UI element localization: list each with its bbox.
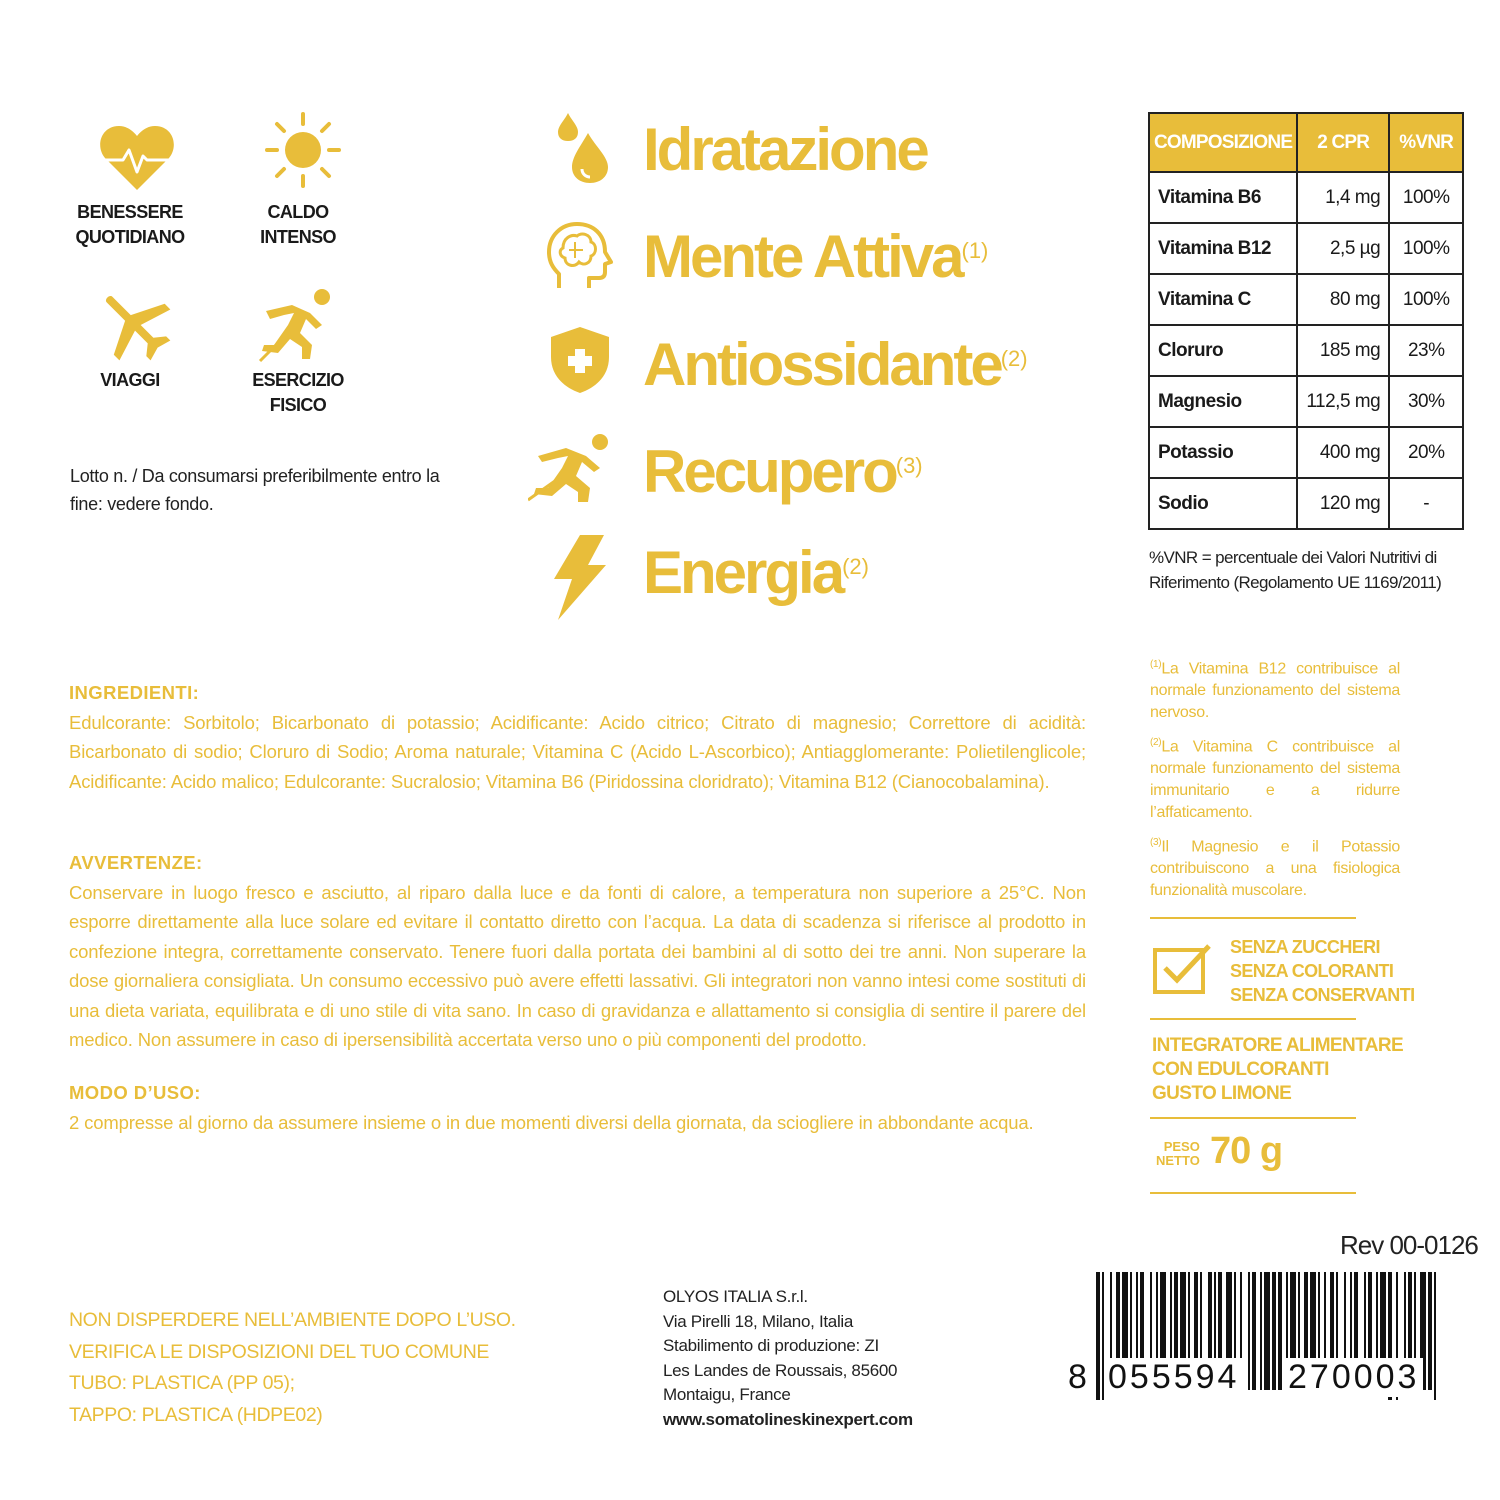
heart-pulse-icon xyxy=(97,118,177,198)
lot-info: Lotto n. / Da consumarsi preferibilmente entro la fine: vedere fondo. xyxy=(70,466,440,514)
usage-label-caldo: CALDO INTENSO xyxy=(260,202,336,247)
vnr-note: %VNR = percentuale dei Valori Nutritivi di Riferimento (Regolamento UE 1169/2011) xyxy=(1149,548,1442,592)
col-header: 2 CPR xyxy=(1297,113,1389,172)
footnote-2: $^{(2)}$La Vitamina C contribuisce al normale funzionamento del sistema immunitario e a ridurre l’affaticamento. xyxy=(1150,737,1400,822)
usage-label-benessere: BENESSERE QUOTIDIANO xyxy=(75,202,185,247)
lightning-icon xyxy=(550,535,610,620)
barcode-number: 8 055594 270003 xyxy=(1068,1358,1452,1398)
checkbox-icon xyxy=(1153,942,1213,996)
net-weight-label: PESO NETTO xyxy=(1156,1139,1200,1168)
table-row: Vitamina B12 2,5 µg 100% xyxy=(1149,223,1463,274)
revision-code: Rev 00-0126 xyxy=(1340,1230,1478,1260)
col-header: COMPOSIZIONE xyxy=(1149,113,1297,172)
brain-head-icon xyxy=(545,222,615,292)
usage-section: MODO D’USO: 2 compresse al giorno da assumere insieme o in due momenti diversi della giornata, da sciogliere in abbondante acqua. xyxy=(69,1082,1034,1133)
ingredients-section: INGREDIENTI: Edulcorante: Sorbitolo; Bicarbonato di potassio; Acidificante: Acido citrico; Citrato di magnesio; Correttore di acidità: Bicarbonato di sodio; Cloruro di Sodio; Aroma naturale; Vitamina C (Acido L-Ascorbico); Antiagglomerante: Polietilenglicole; Acidificante: Acido malico; Edulcorante: Sucralosio; Vitamina B6 (Piridossina cloridrato); Vitamina B12 (Cianocobalamina). xyxy=(69,682,1086,792)
table-row: Magnesio 112,5 mg 30% xyxy=(1149,376,1463,427)
table-row: Cloruro 185 mg 23% xyxy=(1149,325,1463,376)
table-row: Vitamina B6 1,4 mg 100% xyxy=(1149,172,1463,223)
website-link[interactable]: www.somatolineskinexpert.com xyxy=(663,1409,913,1429)
usage-text: 2 compresse al giorno da assumere insieme o in due momenti diversi della giornata, da sciogliere in abbondante acqua. xyxy=(69,1111,1034,1133)
col-header: %VNR xyxy=(1389,113,1463,172)
usage-label-viaggi: VIAGGI xyxy=(100,370,160,390)
usage-title: MODO D’USO xyxy=(69,1082,195,1103)
divider xyxy=(1150,917,1356,919)
product-type: INTEGRATORE ALIMENTARE CON EDULCORANTI GUSTO LIMONE xyxy=(1152,1035,1404,1104)
table-row: Potassio 400 mg 20% xyxy=(1149,427,1463,478)
benefit-idratazione: Idratazione xyxy=(643,116,927,183)
warnings-title: AVVERTENZE xyxy=(69,852,197,873)
table-row: Sodio 120 mg - xyxy=(1149,478,1463,529)
warnings-text: Conservare in luogo fresco e asciutto, al riparo dalla luce e da fonti di calore, a temperatura non superiore a 25°C. Non esporre direttamente alla luce solare ed evitare il contatto diretto con l’acqua. La data di scadenza si riferisce al prodotto in confezione integra, correttamente conservato. Tenere fuori dalla portata dei bambini al di sotto dei tre anni. Non superare la dose giornaliera consigliata. Un consumo eccessivo può avere effetti lassativi. Gli integratori non vanno intesi come sostituti di una dieta variata, equilibrata e di uno stile di vita sano. In caso di gravidanza e allattamento si consiglia di sentire il parere del medico. Non assumere in caso di ipersensibilità accertata verso uno o più componenti del prodotto. xyxy=(69,881,1086,1050)
ingredients-title: INGREDIENTI xyxy=(69,682,193,703)
runner-icon xyxy=(258,285,338,365)
footnote-3: $^{(3)}$Il Magnesio e il Potassio contribuiscono a una fisiologica funzionalità muscolare. xyxy=(1150,837,1400,900)
net-weight-value: 70 g xyxy=(1210,1130,1283,1172)
company-info: OLYOS ITALIA S.r.l. Via Pirelli 18, Milano, Italia Stabilimento di produzione: ZI Les Landes de Roussais, 85600 Montaigu, France www.somatolineskinexpert.com xyxy=(663,1285,913,1432)
water-drop-icon xyxy=(548,113,618,183)
claims-list: SENZA ZUCCHERI SENZA COLORANTI SENZA CONSERVANTI xyxy=(1230,937,1415,1005)
ingredients-text: Edulcorante: Sorbitolo; Bicarbonato di potassio; Acidificante: Acido citrico; Citrato di magnesio; Correttore di acidità: Bicarbonato di sodio; Cloruro di Sodio; Aroma naturale; Vitamina C (Acido L-Ascorbico); Antiagglomerante: Polietilenglicole; Acidificante: Acido malico; Edulcorante: Sucralosio; Vitamina B6 (Piridossina cloridrato); Vitamina B12 (Cianocobalamina). xyxy=(69,711,1086,792)
warnings-section: AVVERTENZE: Conservare in luogo fresco e asciutto, al riparo dalla luce e da fonti di calore, a temperatura non superiore a 25°C. Non esporre direttamente alla luce solare ed evitare il contatto diretto con l’acqua. La data di scadenza si riferisce al prodotto in confezione integra, correttamente conservato. Tenere fuori dalla portata dei bambini al di sotto dei tre anni. Non superare la dose giornaliera consigliata. Un consumo eccessivo può avere effetti lassativi. Gli integratori non vanno intesi come sostituti di una dieta variata, equilibrata e di uno stile di vita sano. In caso di gravidanza e allattamento si consiglia di sentire il parere del medico. Non assumere in caso di ipersensibilità accertata verso uno o più componenti del prodotto. xyxy=(69,852,1086,1050)
shield-cross-icon xyxy=(545,325,615,395)
table-row: Vitamina C 80 mg 100% xyxy=(1149,274,1463,325)
divider xyxy=(1150,1018,1356,1020)
benefit-mente-attiva: Mente Attiva$^{(1)}$ xyxy=(643,223,989,290)
benefit-antiossidante: Antiossidante$^{(2)}$ xyxy=(643,331,1028,398)
environment-notice: NON DISPERDERE NELL’AMBIENTE DOPO L’USO. VERIFICA LE DISPOSIZIONI DEL TUO COMUNE TUBO: PLASTICA (PP 05); TAPPO: PLASTICA (HDPE02) xyxy=(69,1309,516,1426)
composition-table xyxy=(1148,112,1464,530)
airplane-icon xyxy=(95,285,175,365)
table-header-row xyxy=(1149,113,1463,172)
benefit-recupero: Recupero$^{(3)}$ xyxy=(643,438,923,505)
divider xyxy=(1150,1117,1356,1119)
usage-label-esercizio: ESERCIZIO FISICO xyxy=(252,370,344,415)
sun-icon xyxy=(263,110,343,190)
footnote-1: $^{(1)}$La Vitamina B12 contribuisce al normale funzionamento del sistema nervoso. xyxy=(1150,659,1400,722)
runner-icon xyxy=(528,432,618,502)
divider xyxy=(1150,1192,1356,1194)
benefit-energia: Energia$^{(2)}$ xyxy=(643,539,869,606)
